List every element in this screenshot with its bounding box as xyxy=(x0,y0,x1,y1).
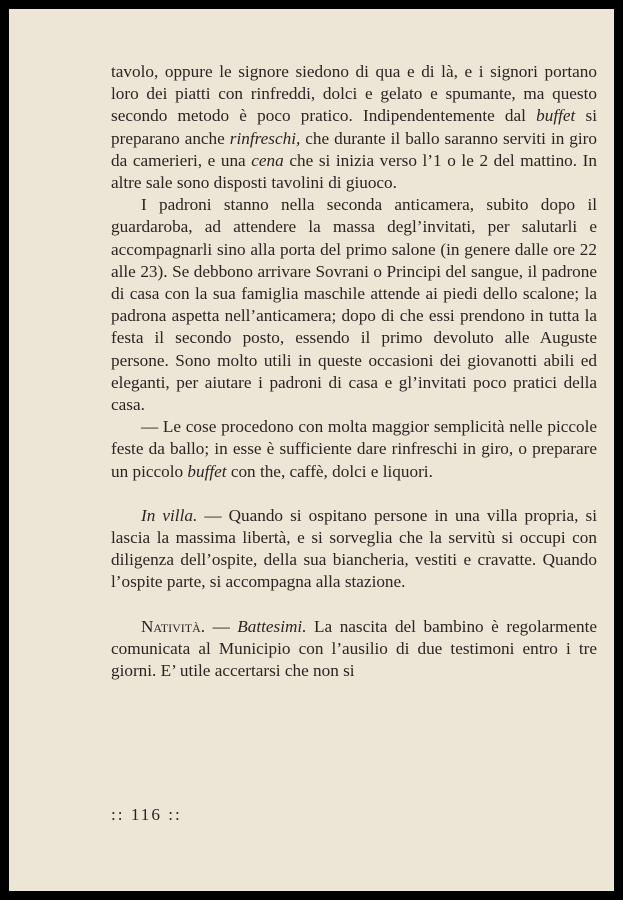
text-segment: che durante il ballo saranno serviti in giro da camerieri, e una xyxy=(111,128,597,170)
text-segment-italic: Battesimi. xyxy=(237,616,307,636)
paragraph-piccole-feste xyxy=(111,416,597,483)
paragraph-in-villa xyxy=(111,505,597,594)
section-heading-italic: In villa. xyxy=(141,505,198,525)
text-segment: tavolo, oppure le signore siedono di qua e di là, e i signori portano loro dei piatti con rinfreddi, dolci e gelato e spumante, ma questo secondo metodo è poco pratico. Indipendentemente dal xyxy=(111,62,597,126)
text-segment: I padroni stanno nella seconda anticamera, subito dopo il guardaroba, ad attendere la massa degl’invitati, per salutarli e accompagnarli sino alla porta del primo salone (in genere dalle ore 22 alle 23). Se debbono arrivare Sovrani o Principi del sangue, il padrone di casa con la sua famiglia maschile attende ai piedi dello scalone; la padrona aspetta nell’anticamera; dopo di che essi prendono in tutta la festa il secondo posto, essendo il primo devoluto alle Auguste persone. Sono molto utili in queste occasioni dei giovanotti abili ed eleganti, per aiutare i padroni di casa e gl’invitati poco pratici della casa. xyxy=(111,195,597,415)
paragraph-nativita xyxy=(111,616,597,683)
paragraph-padroni xyxy=(111,194,597,416)
text-segment: — xyxy=(205,616,238,636)
text-segment: che si inizia verso l’1 o le 2 del mattino. In altre sale sono disposti tavolini di giuoco. xyxy=(111,150,597,193)
paragraph-continuation xyxy=(111,61,597,194)
text-segment-italic: cena xyxy=(251,150,284,170)
text-segment: — Quando si ospitano persone in una villa propria, si lascia la massima libertà, e si sorveglia che la servitù si occupi con diligenza dell’ospite, della sua biancheria, vestiti e cravatte. Quando l’ospite parte, si accompagna alla stazione. xyxy=(111,505,597,592)
text-segment: — Le cose procedono con molta maggior semplicità nelle piccole feste da ballo; in esse è sufficiente dare rinfreschi in giro, o preparare un piccolo xyxy=(111,417,597,481)
text-segment: La nascita del bambino è regolarmente comunicata al Municipio con l’ausilio di due testimoni entro i tre giorni. E’ utile accertarsi che non si xyxy=(111,616,597,681)
text-segment: con the, caffè, dolci e liquori. xyxy=(226,461,433,481)
text-segment-italic: rinfreschi, xyxy=(229,128,301,148)
text-segment-italic: buffet xyxy=(536,106,576,126)
page-text xyxy=(111,61,597,682)
page-number: :: 116 :: xyxy=(111,805,182,824)
text-segment-italic: buffet xyxy=(187,461,227,481)
section-heading-smallcaps: Natività. xyxy=(141,616,206,636)
book-page xyxy=(9,9,614,891)
text-segment: si preparano anche xyxy=(111,106,597,148)
